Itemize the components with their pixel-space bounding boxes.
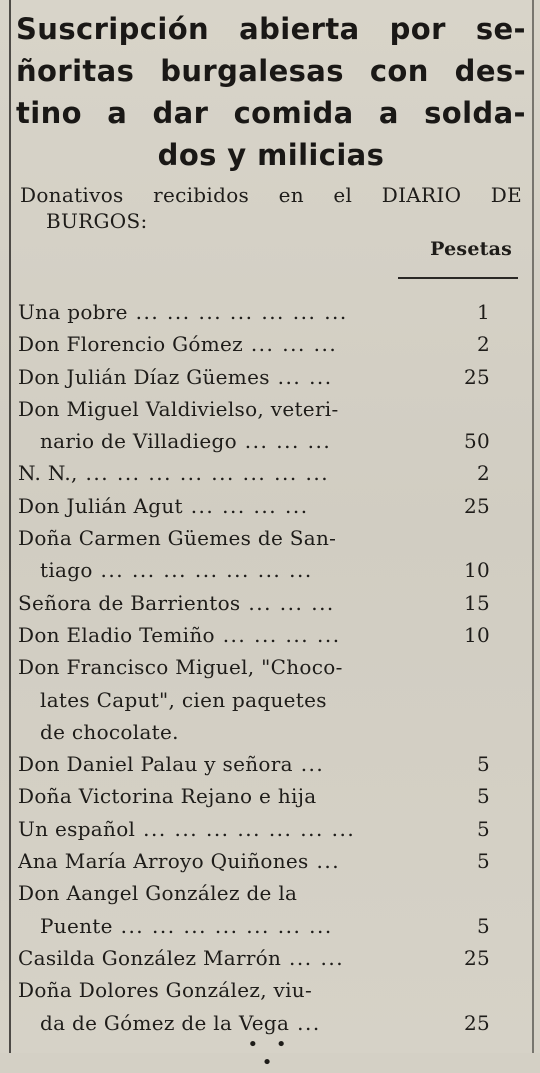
- headline: [16, 8, 526, 176]
- intro-line: Donativos recibidos en el DIARIO DE: [20, 183, 522, 207]
- leader-dots: ... ...: [269, 364, 333, 389]
- donor-name-continuation: lates Caput", cien paquetes: [40, 687, 327, 712]
- donor-name-continuation-text: tiago: [40, 558, 93, 583]
- donation-row: [18, 813, 520, 845]
- donor-name: [18, 748, 398, 780]
- donor-name-text: Doña Carmen Güemes de San-: [18, 526, 337, 551]
- donor-name-text: Don Eladio Temiño: [18, 622, 215, 647]
- donation-list: [18, 296, 520, 1039]
- donor-name: [18, 522, 398, 554]
- donation-amount: 5: [476, 913, 490, 938]
- leader-dots: ... ... ... ... ... ... ...: [112, 913, 333, 938]
- donor-name-text: Don Daniel Palau y señora: [18, 752, 293, 777]
- donation-amount: 1: [476, 300, 490, 324]
- donation-row: [18, 651, 520, 748]
- donation-amount: 2: [476, 461, 490, 486]
- donor-name: [18, 845, 398, 877]
- donor-name-text: Don Miguel Valdivielso, veteri-: [18, 396, 339, 421]
- donor-name: [18, 457, 398, 489]
- donor-name-continuation: [18, 1007, 398, 1039]
- leader-dots: ... ... ...: [242, 332, 338, 357]
- donation-amount: 25: [463, 1010, 490, 1035]
- leader-dots: ...: [292, 752, 325, 777]
- donation-row: [18, 522, 520, 587]
- donor-name: [18, 813, 398, 845]
- donor-name-continuation: [18, 425, 398, 457]
- donation-row: [18, 877, 520, 942]
- donation-row: [18, 457, 520, 489]
- footer-bullets: • • •: [247, 1034, 293, 1073]
- donor-name-continuation: [18, 910, 398, 942]
- donor-name: [18, 296, 398, 328]
- leader-dots: ...: [289, 1010, 321, 1035]
- donor-name-text: Casilda González Marrón: [18, 945, 282, 970]
- donor-name-text: Don Aangel González de la: [18, 881, 298, 906]
- donor-name: [18, 651, 398, 683]
- donation-amount: 25: [463, 364, 490, 389]
- donor-name-text: N. N.,: [18, 461, 78, 486]
- pesetas-column-header: Pesetas: [430, 238, 512, 260]
- donor-name-text: Una pobre: [18, 300, 128, 324]
- donation-amount: 5: [476, 816, 490, 841]
- donor-name-text: Don Julián Díaz Güemes: [18, 364, 270, 389]
- donation-amount: 5: [476, 849, 490, 874]
- donor-name-text: Un español: [18, 816, 136, 841]
- leader-dots: ... ...: [281, 945, 345, 970]
- leader-dots: ... ... ...: [236, 429, 332, 454]
- donor-name: [18, 974, 398, 1006]
- donor-name: [18, 877, 398, 909]
- donor-name: [18, 780, 398, 812]
- donor-name-text: Doña Victorina Rejano e hija: [18, 784, 317, 809]
- donation-row: [18, 393, 520, 458]
- donation-row: [18, 490, 520, 522]
- leader-dots: ...: [308, 849, 341, 874]
- donor-name: [18, 619, 398, 651]
- donation-amount: 50: [463, 429, 490, 454]
- donation-amount: 10: [463, 558, 490, 583]
- headline-line: dos y milicias: [157, 138, 385, 172]
- donation-amount: 15: [463, 590, 490, 615]
- donation-row: [18, 328, 520, 360]
- donation-row: [18, 974, 520, 1039]
- donor-name-text: Doña Dolores González, viu-: [18, 978, 313, 1003]
- donation-row: [18, 780, 520, 812]
- donor-name-text: Don Julián Agut: [18, 493, 183, 518]
- leader-dots: ... ... ... ...: [214, 622, 341, 647]
- donation-row: [18, 587, 520, 619]
- headline-line: tino a dar comida a solda-: [16, 96, 526, 130]
- donor-name: [18, 490, 398, 522]
- donor-name-continuation: [18, 554, 398, 586]
- donor-name-text: Don Florencio Gómez: [18, 332, 243, 357]
- intro-text: [20, 182, 522, 234]
- left-column-rule: [9, 0, 11, 1053]
- donation-row: [18, 296, 520, 328]
- leader-dots: ... ... ...: [240, 590, 335, 615]
- donor-name-continuation: de chocolate.: [40, 719, 179, 744]
- donation-row: [18, 361, 520, 393]
- leader-dots: ... ... ... ... ... ... ...: [127, 300, 348, 324]
- donation-amount: 2: [476, 332, 490, 357]
- donation-amount: 25: [463, 493, 490, 518]
- donor-name-continuation-text: nario de Villadiego: [40, 429, 237, 454]
- donor-name: [18, 328, 398, 360]
- headline-line: ñoritas burgalesas con des-: [16, 54, 526, 88]
- donation-row: [18, 845, 520, 877]
- leader-dots: ... ... ... ... ... ... ...: [135, 816, 356, 841]
- donation-row: [18, 748, 520, 780]
- donation-amount: 25: [463, 945, 490, 970]
- donation-row: [18, 942, 520, 974]
- leader-dots: ... ... ... ... ... ... ... ...: [77, 461, 330, 486]
- donation-amount: 5: [476, 784, 490, 809]
- leader-dots: ... ... ... ...: [182, 493, 309, 518]
- right-column-rule: [532, 0, 534, 1053]
- donor-name-text: Señora de Barrientos: [18, 590, 241, 615]
- donation-row: [18, 619, 520, 651]
- donor-name: [18, 587, 398, 619]
- leader-dots: ... ... ... ... ... ... ...: [92, 558, 313, 583]
- donor-name-continuation-text: Puente: [40, 913, 113, 938]
- donation-amount: 5: [476, 752, 490, 777]
- donation-amount: 10: [463, 622, 490, 647]
- intro-line: BURGOS:: [46, 209, 148, 233]
- donor-name-text: Don Francisco Miguel, "Choco-: [18, 655, 343, 680]
- donor-name-continuation-text: da de Gómez de la Vega: [40, 1010, 290, 1035]
- headline-line: Suscripción abierta por se-: [16, 12, 526, 46]
- column-header-rule: [398, 277, 518, 279]
- donor-name: [18, 393, 398, 425]
- donor-name: [18, 942, 398, 974]
- donor-name-text: Ana María Arroyo Quiñones: [18, 849, 309, 874]
- donor-name: [18, 361, 398, 393]
